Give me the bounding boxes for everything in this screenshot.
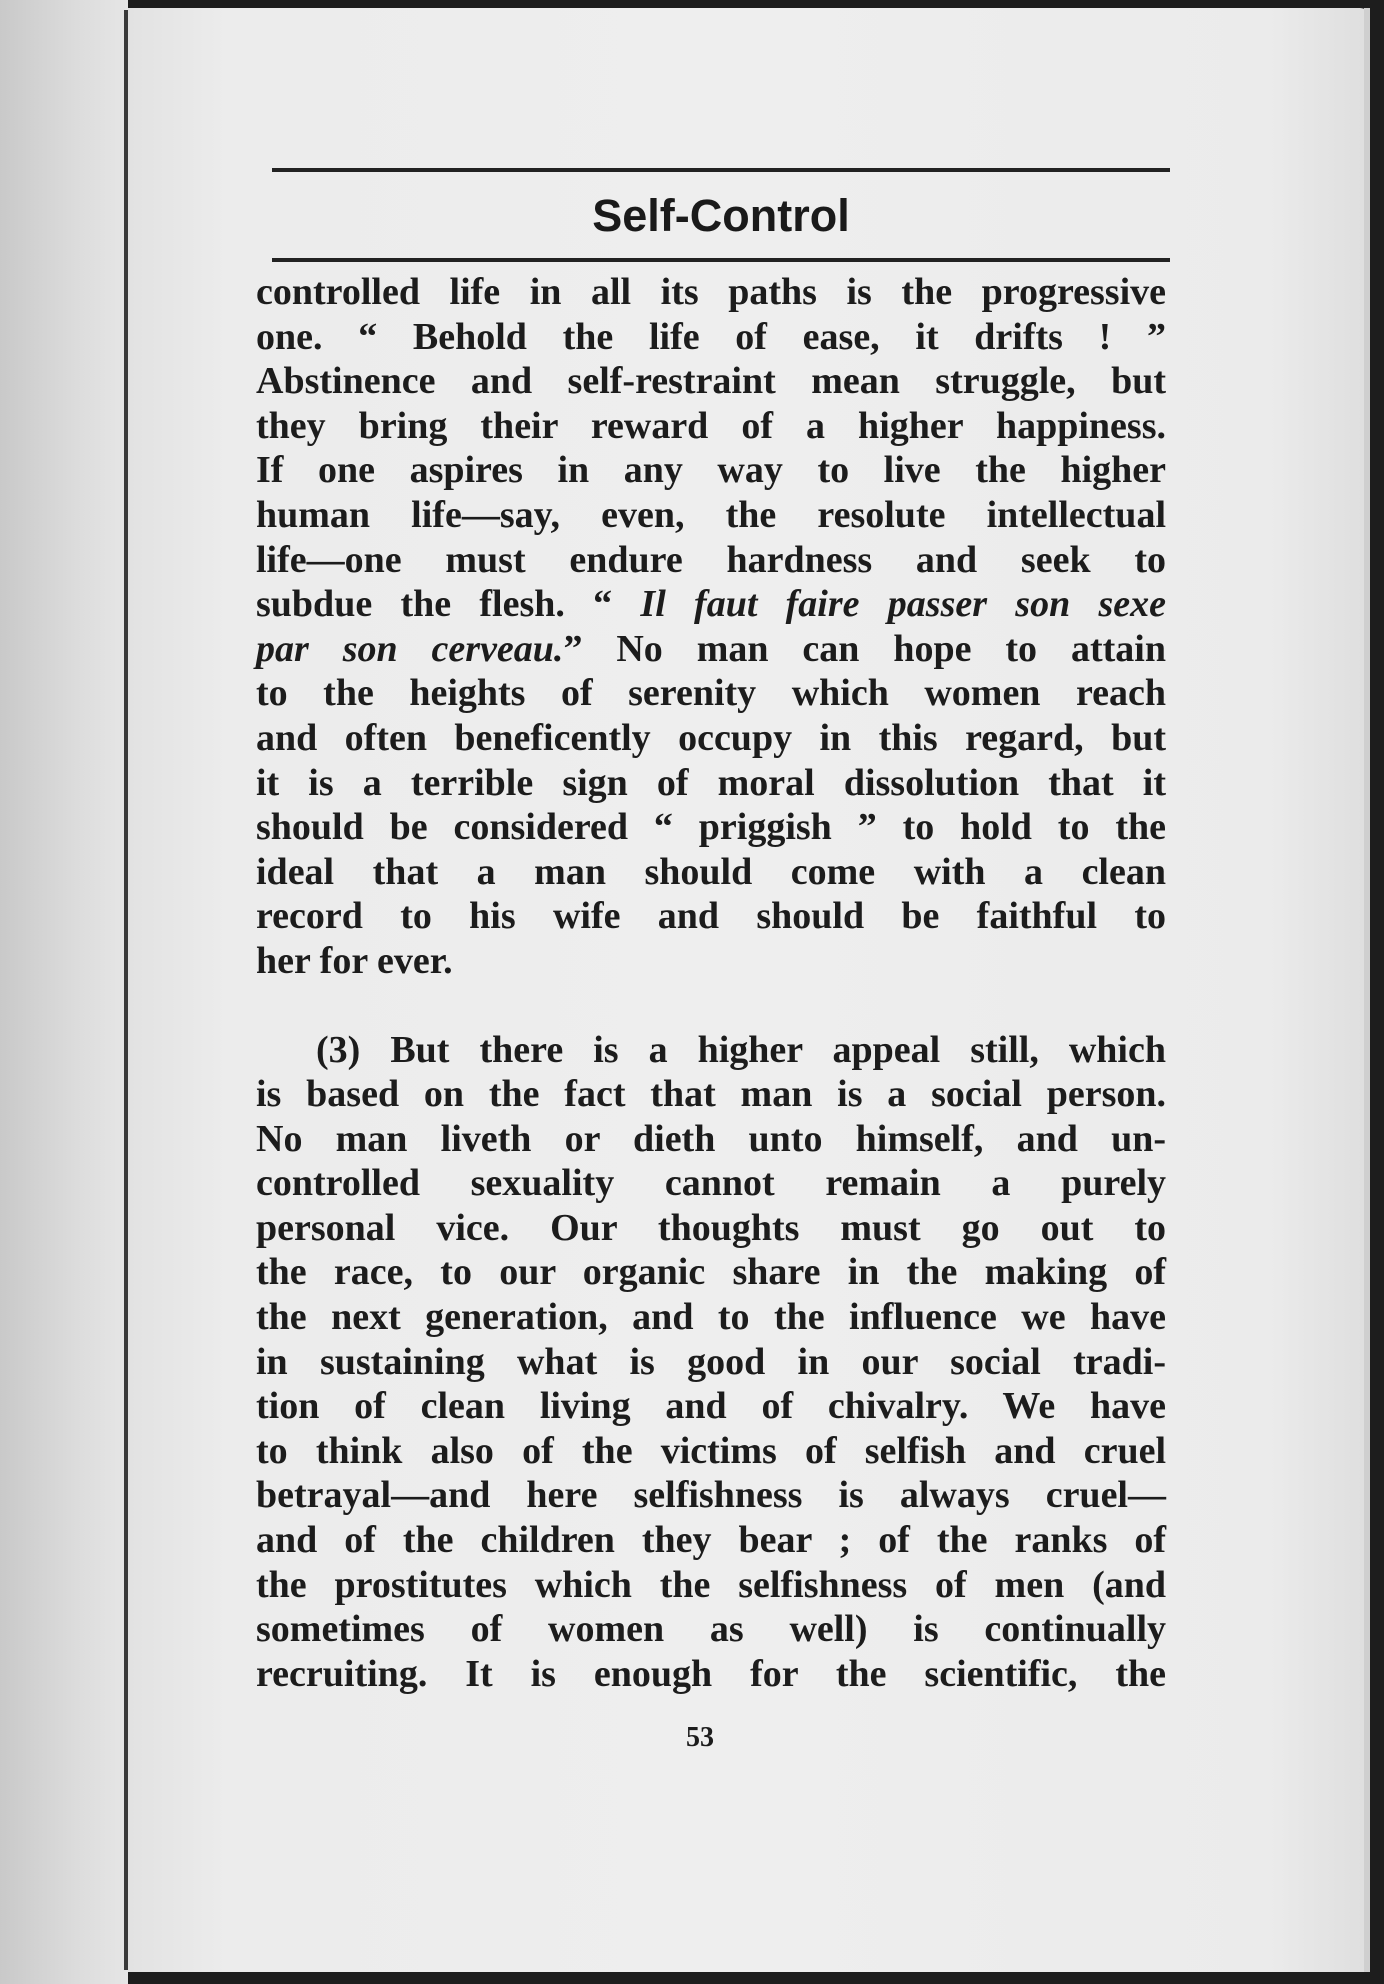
text-line: sometimes of women as well) is continually [256,1608,1166,1651]
page-number: 53 [686,1722,714,1753]
running-head: Self-Control [592,190,850,241]
text-line: controlled life in all its paths is the progressive [256,271,1166,313]
paragraph-gap [256,984,1166,1028]
header-rule-top [272,168,1170,172]
text-line: the next generation, and to the influence we have [256,1296,1166,1339]
paragraph [256,270,1166,984]
text-line: life—one must endure hardness and seek to [256,538,1166,581]
text-line: tion of clean living and of chivalry. We have [256,1385,1166,1428]
text-line: it is a terrible sign of moral dissolution that it [256,761,1166,804]
paragraph-continuation [256,1072,1166,1696]
text-line: the prostitutes which the selfishness of men (and [256,1563,1166,1606]
text-line: is based on the fact that man is a social person. [256,1073,1166,1116]
text-line: to the heights of serenity which women reach [256,672,1166,715]
text-line: personal vice. Our thoughts must go out to [256,1206,1166,1249]
text-line: her for ever. [256,939,453,982]
text-line: should be considered “ priggish ” to hold to the [256,806,1166,849]
text-line: recruiting. It is enough for the scientific, the [256,1652,1166,1695]
text-run: subdue the flesh. “ [256,583,641,626]
text-line: the race, to our organic share in the making of [256,1251,1166,1294]
text-run: ” No man can hope to attain [563,627,1166,670]
page-edge-shadow [1364,8,1370,1972]
header-rule-bottom [272,258,1170,262]
french-quotation: par son cerveau. [256,627,564,670]
text-line: and often beneficently occupy in this regard, but [256,716,1166,759]
body-text [256,270,1166,1696]
text-line: to think also of the victims of selfish and cruel [256,1429,1166,1472]
text-line: ideal that a man should come with a clean [256,850,1166,893]
french-quotation: Il faut faire passer son sexe [640,583,1166,626]
text-line: (3) But there is a higher appeal still, which [316,1028,1166,1071]
text-line: record to his wife and should be faithful to [256,895,1166,938]
text-line: and of the children they bear ; of the ranks of [256,1519,1166,1562]
text-line: they bring their reward of a higher happiness. [256,404,1166,447]
paragraph [256,1028,1166,1073]
facing-page-edge [0,0,128,1984]
text-line [256,582,1166,627]
text-line: one. “ Behold the life of ease, it drifts ! ” [256,315,1166,358]
text-line: controlled sexuality cannot remain a purely [256,1162,1166,1205]
text-line [256,627,1166,672]
text-line: Abstinence and self-restraint mean struggle, but [256,360,1166,403]
text-line: If one aspires in any way to live the higher [256,449,1166,492]
text-line: in sustaining what is good in our social tradi- [256,1340,1166,1383]
text-line: human life—say, even, the resolute intellectual [256,493,1166,536]
text-line: betrayal—and here selfishness is always cruel— [256,1474,1166,1517]
text-line: No man liveth or dieth unto himself, and un- [256,1117,1166,1160]
